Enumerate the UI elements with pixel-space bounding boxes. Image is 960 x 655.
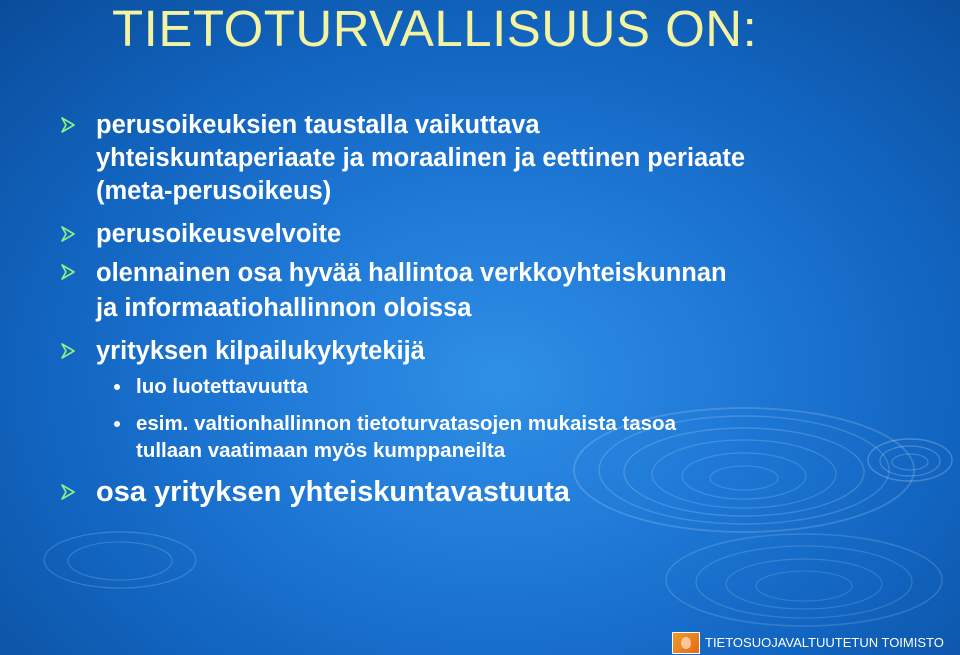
sub-bullet-2-line-2: tullaan vaatimaan myös kumppaneilta [136, 439, 506, 462]
footer [672, 631, 944, 655]
bullet-3-line-2: ja informaatiohallinnon oloissa [96, 294, 472, 322]
footer-organization-name: TIETOSUOJAVALTUUTETUN TOIMISTO [705, 635, 944, 650]
slide-title: TIETOTURVALLISUUS ON: [112, 0, 758, 57]
sub-bullet-1: luo luotettavuutta [136, 375, 308, 398]
bullet-1-line-2: yhteiskuntaperiaate ja moraalinen ja eettinen periaate [96, 144, 746, 172]
bullet-5-line-1: osa yrityksen yhteiskuntavastuuta [96, 476, 570, 508]
arrowhead-bullet-icon [60, 263, 76, 281]
arrowhead-bullet-icon [60, 342, 76, 360]
bullet-4-line-1: yrityksen kilpailukykytekijä [96, 337, 425, 365]
arrowhead-bullet-icon [60, 116, 76, 134]
bullet-3-line-1: olennainen osa hyvää hallintoa verkkoyhteiskunnan [96, 259, 727, 287]
arrowhead-bullet-icon [60, 225, 76, 243]
bullet-2-line-1: perusoikeusvelvoite [96, 220, 342, 248]
dot-bullet-icon [114, 384, 120, 390]
arrowhead-bullet-icon [60, 483, 76, 501]
office-logo-icon [672, 632, 700, 654]
bullet-1-line-1: perusoikeuksien taustalla vaikuttava [96, 111, 540, 139]
dot-bullet-icon [114, 421, 120, 427]
sub-bullet-2-line-1: esim. valtionhallinnon tietoturvatasojen mukaista tasoa [136, 412, 676, 435]
bullet-1-line-3: (meta-perusoikeus) [96, 177, 332, 205]
